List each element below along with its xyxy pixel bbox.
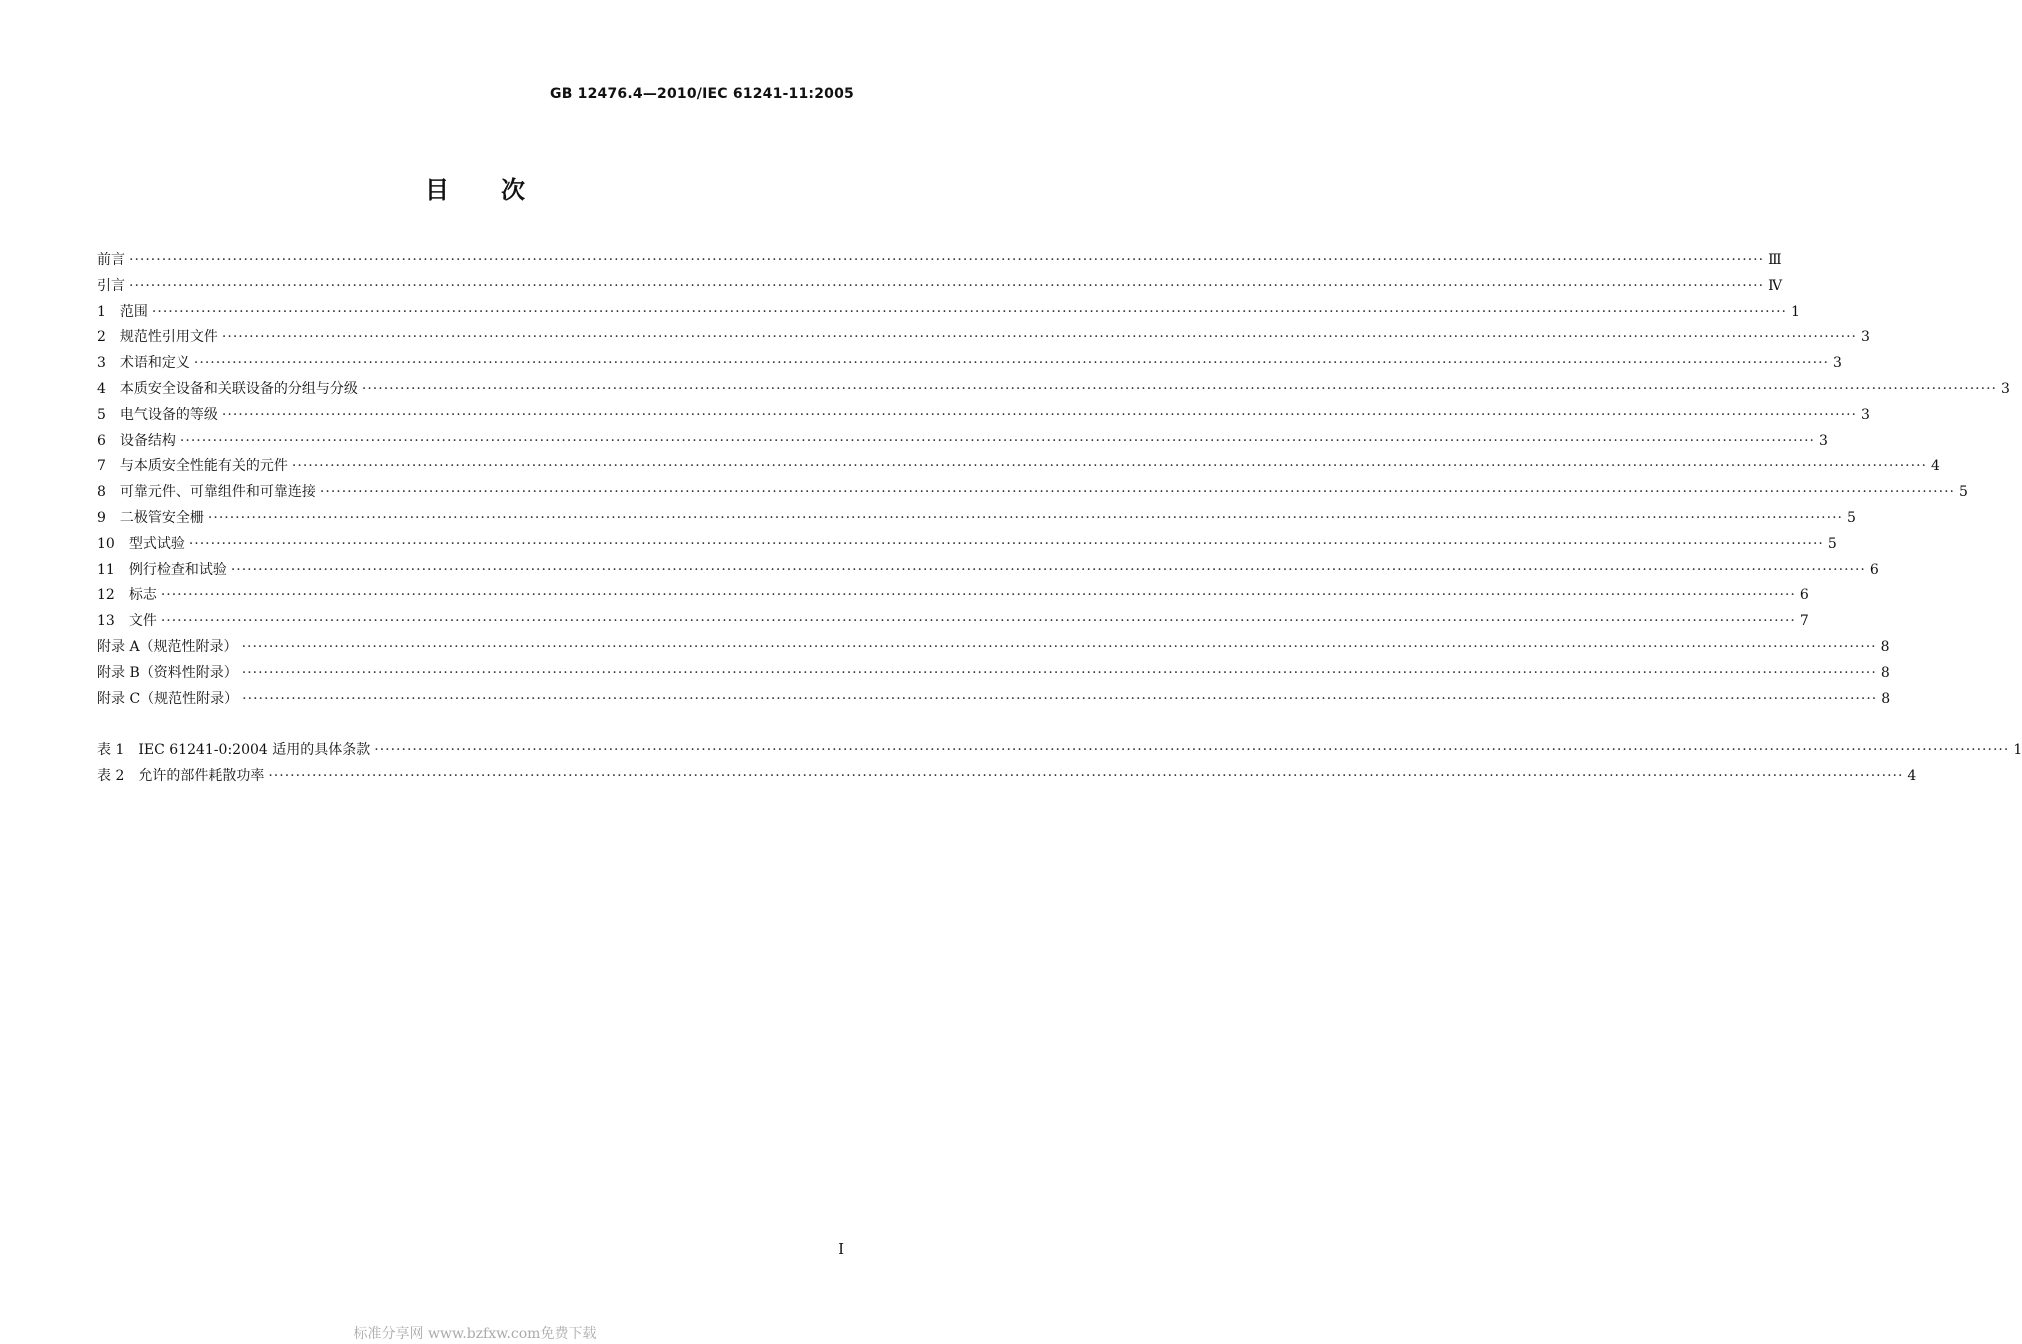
- watermark: 标准分享网 www.bzfxw.com免费下载: [353, 1326, 597, 1342]
- toc-entry-label: 11 例行检查和试验: [97, 561, 227, 578]
- toc-entry[interactable]: [97, 609, 1809, 635]
- toc-leader-dots: ············································································································································································································································································································: [160, 613, 1796, 630]
- toc-leader-dots: ············································································································································································································································································································: [242, 690, 1878, 707]
- toc-entry[interactable]: [97, 661, 1890, 687]
- toc-list: [97, 248, 2010, 712]
- toc-leader-dots: ············································································································································································································································································································: [241, 638, 1877, 655]
- toc-entry-page: 7: [1799, 613, 1809, 630]
- toc-entry-label: 1 范围: [97, 303, 148, 320]
- toc-entry-label: 前言: [97, 252, 125, 268]
- toc-table-list: [97, 738, 2022, 790]
- toc-leader-dots: ············································································································································································································································································································: [361, 380, 1997, 397]
- toc-entry-page: 4: [1907, 767, 1917, 784]
- toc-entry-label: 5 电气设备的等级: [97, 406, 218, 423]
- toc-entry-label: 4 本质安全设备和关联设备的分组与分级: [97, 380, 358, 397]
- toc-entry-label: 附录 C（规范性附录）: [97, 690, 239, 707]
- toc-entry-page: 6: [1869, 561, 1879, 578]
- toc-entry-label: 表 2 允许的部件耗散功率: [97, 767, 265, 784]
- toc-entry[interactable]: [97, 403, 1870, 429]
- toc-entry-page: 5: [1827, 535, 1837, 552]
- page-number: I: [838, 1240, 844, 1258]
- toc-entry-label: 9 二极管安全栅: [97, 509, 204, 526]
- toc-entry[interactable]: [97, 454, 1940, 480]
- toc-entry-page: 1: [2013, 742, 2022, 758]
- toc-entry-page: 8: [1880, 664, 1890, 681]
- toc-entry-label: 附录 B（资料性附录）: [97, 664, 238, 681]
- toc-leader-dots: ············································································································································································································································································································: [193, 355, 1829, 372]
- toc-entry-page: 3: [1818, 432, 1828, 449]
- toc-leader-dots: ············································································································································································································································································································: [160, 587, 1796, 604]
- toc-table-entry[interactable]: [97, 764, 1917, 790]
- toc-entry-label: 13 文件: [97, 613, 157, 630]
- toc-leader-dots: ············································································································································································································································································································: [291, 458, 1927, 475]
- toc-leader-dots: ············································································································································································································································································································: [268, 767, 1904, 784]
- toc-entry[interactable]: [97, 377, 2010, 403]
- toc-entry-label: 10 型式试验: [97, 535, 185, 552]
- toc-entry-page: Ⅲ: [1768, 252, 1782, 268]
- toc-entry-page: 3: [1832, 355, 1842, 372]
- toc-entry-page: 4: [1930, 458, 1940, 475]
- toc-table-entry[interactable]: [97, 738, 2022, 764]
- toc-entry-label: 12 标志: [97, 587, 157, 604]
- toc-entry-page: 5: [1846, 509, 1856, 526]
- toc-entry[interactable]: [97, 687, 1891, 713]
- toc-entry-label: 引言: [97, 277, 125, 294]
- toc-entry-label: 表 1 IEC 61241-0:2004 适用的具体条款: [97, 742, 371, 758]
- toc-entry[interactable]: [97, 480, 1968, 506]
- toc-entry-page: Ⅳ: [1768, 277, 1783, 294]
- toc-entry[interactable]: [97, 274, 1783, 300]
- toc-leader-dots: ············································································································································································································································································································: [319, 484, 1955, 501]
- page-title: 目次: [425, 176, 577, 204]
- toc-leader-dots: ············································································································································································································································································································: [374, 742, 2010, 758]
- toc-leader-dots: ············································································································································································································································································································: [207, 509, 1843, 526]
- toc-entry[interactable]: [97, 325, 1870, 351]
- toc-leader-dots: ············································································································································································································································································································: [221, 329, 1857, 346]
- toc-entry[interactable]: [97, 300, 1800, 326]
- toc-entry-label: 3 术语和定义: [97, 355, 190, 372]
- toc-entry-page: 6: [1799, 587, 1809, 604]
- toc-leader-dots: ············································································································································································································································································································: [129, 252, 1765, 268]
- toc-entry-label: 7 与本质安全性能有关的元件: [97, 458, 288, 475]
- toc-leader-dots: ············································································································································································································································································································: [188, 535, 1824, 552]
- toc-entry[interactable]: [97, 532, 1837, 558]
- toc-entry-page: 1: [1790, 303, 1800, 320]
- toc-entry-label: 6 设备结构: [97, 432, 176, 449]
- toc-entry-page: 3: [2000, 380, 2010, 397]
- toc-entry[interactable]: [97, 583, 1809, 609]
- toc-entry[interactable]: [97, 558, 1879, 584]
- toc-entry-page: 8: [1881, 690, 1891, 707]
- toc-entry-label: 2 规范性引用文件: [97, 329, 218, 346]
- toc-entry-page: 3: [1860, 406, 1870, 423]
- toc-leader-dots: ············································································································································································································································································································: [221, 406, 1857, 423]
- header-standard-code: GB 12476.4—2010/IEC 61241-11:2005: [550, 86, 854, 102]
- toc-leader-dots: ············································································································································································································································································································: [230, 561, 1866, 578]
- toc-entry[interactable]: [97, 429, 1828, 455]
- toc-leader-dots: ············································································································································································································································································································: [151, 303, 1787, 320]
- toc-entry-label: 8 可靠元件、可靠组件和可靠连接: [97, 484, 316, 501]
- toc-entry[interactable]: [97, 506, 1856, 532]
- toc-leader-dots: ············································································································································································································································································································: [241, 664, 1877, 681]
- toc-entry-page: 5: [1958, 484, 1968, 501]
- toc-leader-dots: ············································································································································································································································································································: [129, 277, 1765, 294]
- toc-entry-page: 3: [1860, 329, 1870, 346]
- toc-entry[interactable]: [97, 248, 1782, 274]
- toc-entry[interactable]: [97, 635, 1890, 661]
- toc-entry-page: 8: [1880, 638, 1890, 655]
- toc-entry-label: 附录 A（规范性附录）: [97, 638, 238, 655]
- toc-leader-dots: ············································································································································································································································································································: [179, 432, 1815, 449]
- toc-entry[interactable]: [97, 351, 1842, 377]
